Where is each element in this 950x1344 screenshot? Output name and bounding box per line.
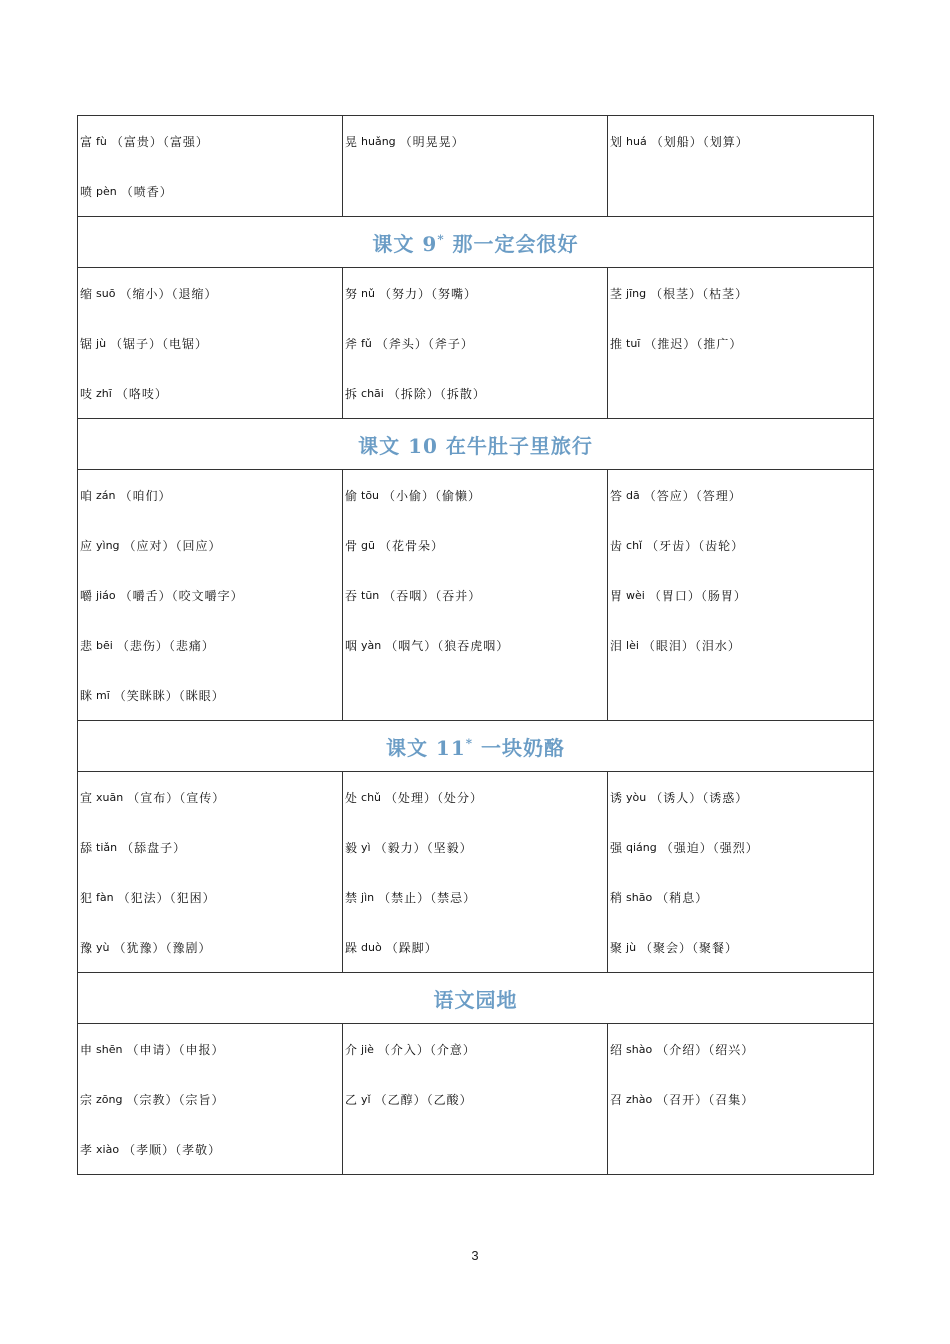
section-header-row (78, 721, 874, 772)
pinyin: bēi (96, 638, 113, 652)
character: 召 (610, 1092, 623, 1107)
vocabulary-table (77, 115, 874, 1175)
word-entry (78, 1024, 342, 1074)
example-words: （眼泪）（泪水） (642, 638, 741, 653)
word-entry (78, 368, 342, 418)
word-entry (608, 268, 873, 318)
character: 锯 (80, 336, 93, 351)
pinyin: xuān (96, 790, 124, 804)
pinyin: jù (96, 336, 107, 350)
character: 茎 (610, 286, 623, 301)
character: 舔 (80, 840, 93, 855)
entries-cell (343, 1024, 608, 1175)
example-words: （喷香） (120, 184, 173, 199)
word-entry (343, 822, 607, 872)
pinyin: zōng (96, 1092, 123, 1106)
pinyin: tiǎn (96, 840, 118, 854)
character: 宗 (80, 1092, 93, 1107)
page-number: 3 (471, 1248, 479, 1263)
word-entry (78, 1074, 342, 1124)
word-entry (78, 922, 342, 972)
pinyin: gū (361, 538, 375, 552)
example-words: （毅力）（坚毅） (374, 840, 473, 855)
word-entry (78, 268, 342, 318)
section-title (78, 721, 874, 772)
word-entry (78, 520, 342, 570)
word-entry (608, 1074, 873, 1124)
word-entry (343, 1074, 607, 1124)
entries-cell (343, 268, 608, 419)
section-title-name: 那一定会很好 (444, 231, 579, 256)
example-words: （乙醇）（乙酸） (374, 1092, 473, 1107)
character: 处 (345, 790, 358, 805)
entries-cell (608, 116, 874, 217)
example-words: （申请）（申报） (126, 1042, 225, 1057)
word-entry (78, 470, 342, 520)
word-entry (343, 268, 607, 318)
pinyin: jīng (626, 286, 647, 300)
example-words: （处理）（处分） (385, 790, 484, 805)
example-words: （介绍）（绍兴） (656, 1042, 755, 1057)
pinyin: shào (626, 1042, 653, 1056)
word-entry (343, 620, 607, 670)
example-words: （咽气）（狼吞虎咽） (385, 638, 510, 653)
entries-cell (343, 470, 608, 721)
example-words: （悲伤）（悲痛） (116, 638, 215, 653)
word-entry (78, 570, 342, 620)
word-entry (343, 368, 607, 418)
word-entry (78, 620, 342, 670)
word-entry (608, 922, 873, 972)
section-title-asterisk: * (465, 735, 474, 750)
example-words: （跺脚） (385, 940, 438, 955)
entries-cell (78, 1024, 343, 1175)
word-entry (78, 166, 342, 216)
character: 申 (80, 1042, 93, 1057)
pinyin: jìn (361, 890, 375, 904)
section-header-row (78, 973, 874, 1024)
pinyin: fù (96, 134, 107, 148)
character: 悲 (80, 638, 93, 653)
entries-cell (78, 116, 343, 217)
character: 拆 (345, 386, 358, 401)
example-words: （缩小）（退缩） (119, 286, 218, 301)
word-entry (78, 772, 342, 822)
character: 吞 (345, 588, 358, 603)
character: 划 (610, 134, 623, 149)
character: 推 (610, 336, 623, 351)
word-entry (78, 670, 342, 720)
example-words: （孝顺）（孝敬） (123, 1142, 222, 1157)
pinyin: yù (96, 940, 110, 954)
character: 泪 (610, 638, 623, 653)
example-words: （答应）（答理） (643, 488, 742, 503)
character: 毅 (345, 840, 358, 855)
section-title-name: 一块奶酪 (473, 735, 566, 760)
character: 诱 (610, 790, 623, 805)
pinyin: jiáo (96, 588, 116, 602)
character: 宣 (80, 790, 93, 805)
entries-cell (608, 268, 874, 419)
word-entry (343, 922, 607, 972)
pinyin: jù (626, 940, 637, 954)
example-words: （犯法）（犯困） (117, 890, 216, 905)
example-words: （明晃晃） (399, 134, 465, 149)
pinyin: zhī (96, 386, 112, 400)
word-entry (343, 570, 607, 620)
example-words: （咱们） (119, 488, 172, 503)
word-entry (608, 116, 873, 166)
word-entry (608, 620, 873, 670)
character: 孝 (80, 1142, 93, 1157)
word-entry (608, 520, 873, 570)
word-entry (78, 822, 342, 872)
character: 富 (80, 134, 93, 149)
pinyin: shēn (96, 1042, 123, 1056)
word-entry (608, 470, 873, 520)
pinyin: yì (361, 840, 371, 854)
character: 齿 (610, 538, 623, 553)
character: 乙 (345, 1092, 358, 1107)
section-title-text: 课文 11 (385, 735, 466, 760)
word-entry (78, 318, 342, 368)
pinyin: huá (626, 134, 647, 148)
example-words: （努力）（努嘴） (378, 286, 477, 301)
word-entry (78, 872, 342, 922)
character: 吱 (80, 386, 93, 401)
character: 聚 (610, 940, 623, 955)
word-entry (608, 822, 873, 872)
pinyin: nǔ (361, 286, 375, 300)
section-title-asterisk: * (437, 231, 445, 246)
character: 努 (345, 286, 358, 301)
character: 骨 (345, 538, 358, 553)
character: 应 (80, 538, 93, 553)
section-title (78, 419, 874, 470)
character: 介 (345, 1042, 358, 1057)
example-words: （犹豫）（豫剧） (113, 940, 212, 955)
example-words: （召开）（召集） (656, 1092, 755, 1107)
example-words: （聚会）（聚餐） (640, 940, 739, 955)
word-entry (78, 116, 342, 166)
pinyin: dā (626, 488, 640, 502)
character: 嚼 (80, 588, 93, 603)
example-words: （稍息） (656, 890, 709, 905)
character: 偷 (345, 488, 358, 503)
example-words: （斧头）（斧子） (375, 336, 474, 351)
character: 跺 (345, 940, 358, 955)
example-words: （强迫）（强烈） (660, 840, 759, 855)
example-words: （胃口）（肠胃） (648, 588, 747, 603)
example-words: （应对）（回应） (123, 538, 222, 553)
example-words: （诱人）（诱惑） (650, 790, 749, 805)
word-entry (608, 1024, 873, 1074)
pinyin: duò (361, 940, 382, 954)
word-entry (343, 318, 607, 368)
pinyin: fàn (96, 890, 114, 904)
pinyin: yòu (626, 790, 647, 804)
pinyin: tōu (361, 488, 380, 502)
section-title-text: 课文 10 在牛肚子里旅行 (358, 433, 593, 458)
example-words: （拆除）（拆散） (387, 386, 486, 401)
section-title-text: 课文 9 (372, 231, 438, 256)
pinyin: xiào (96, 1142, 120, 1156)
pinyin: chǐ (626, 538, 643, 552)
example-words: （宣布）（宣传） (127, 790, 226, 805)
example-words: （舔盘子） (121, 840, 187, 855)
pinyin: chāi (361, 386, 384, 400)
entries-cell (608, 470, 874, 721)
example-words: （划船）（划算） (650, 134, 749, 149)
section-title (78, 973, 874, 1024)
word-entry (343, 470, 607, 520)
entries-row (78, 1024, 874, 1175)
section-title (78, 217, 874, 268)
pinyin: chǔ (361, 790, 382, 804)
entries-row (78, 268, 874, 419)
character: 晃 (345, 134, 358, 149)
example-words: （禁止）（禁忌） (378, 890, 477, 905)
pinyin: wèi (626, 588, 645, 602)
word-entry (78, 1124, 342, 1174)
pinyin: qiáng (626, 840, 657, 854)
entries-cell (343, 116, 608, 217)
example-words: （牙齿）（齿轮） (646, 538, 745, 553)
pinyin: huǎng (361, 134, 396, 148)
pinyin: yàn (361, 638, 382, 652)
example-words: （根茎）（枯茎） (650, 286, 749, 301)
word-entry (343, 520, 607, 570)
word-entry (343, 116, 607, 166)
section-title-text: 语文园地 (433, 987, 518, 1012)
character: 咱 (80, 488, 93, 503)
word-entry (343, 772, 607, 822)
example-words: （富贵）（富强） (110, 134, 209, 149)
character: 禁 (345, 890, 358, 905)
pinyin: tuī (626, 336, 641, 350)
character: 稍 (610, 890, 623, 905)
character: 缩 (80, 286, 93, 301)
example-words: （吞咽）（吞并） (383, 588, 482, 603)
entries-row (78, 470, 874, 721)
entries-row (78, 772, 874, 973)
pinyin: yǐ (361, 1092, 371, 1106)
section-header-row (78, 217, 874, 268)
character: 咽 (345, 638, 358, 653)
example-words: （介入）（介意） (377, 1042, 476, 1057)
pinyin: tūn (361, 588, 380, 602)
character: 答 (610, 488, 623, 503)
example-words: （锯子）（电锯） (110, 336, 209, 351)
character: 绍 (610, 1042, 623, 1057)
pinyin: shāo (626, 890, 653, 904)
entries-row (78, 116, 874, 217)
character: 喷 (80, 184, 93, 199)
example-words: （推迟）（推广） (644, 336, 743, 351)
word-entry (608, 318, 873, 368)
character: 胃 (610, 588, 623, 603)
pinyin: jiè (361, 1042, 374, 1056)
word-entry (343, 872, 607, 922)
character: 斧 (345, 336, 358, 351)
section-header-row (78, 419, 874, 470)
entries-cell (343, 772, 608, 973)
pinyin: pèn (96, 184, 117, 198)
word-entry (608, 570, 873, 620)
word-entry (608, 772, 873, 822)
pinyin: fǔ (361, 336, 372, 350)
example-words: （宗教）（宗旨） (126, 1092, 225, 1107)
character: 眯 (80, 688, 93, 703)
entries-cell (78, 772, 343, 973)
pinyin: zhào (626, 1092, 653, 1106)
entries-cell (608, 1024, 874, 1175)
word-entry (343, 1024, 607, 1074)
example-words: （笑眯眯）（眯眼） (113, 688, 225, 703)
character: 犯 (80, 890, 93, 905)
example-words: （花骨朵） (378, 538, 444, 553)
entries-cell (78, 470, 343, 721)
character: 豫 (80, 940, 93, 955)
example-words: （小偷）（偷懒） (383, 488, 482, 503)
word-entry (608, 872, 873, 922)
character: 强 (610, 840, 623, 855)
entries-cell (78, 268, 343, 419)
pinyin: yìng (96, 538, 120, 552)
pinyin: mī (96, 688, 110, 702)
pinyin: suō (96, 286, 116, 300)
pinyin: lèi (626, 638, 639, 652)
pinyin: zán (96, 488, 116, 502)
example-words: （嚼舌）（咬文嚼字） (119, 588, 244, 603)
entries-cell (608, 772, 874, 973)
example-words: （咯吱） (115, 386, 168, 401)
